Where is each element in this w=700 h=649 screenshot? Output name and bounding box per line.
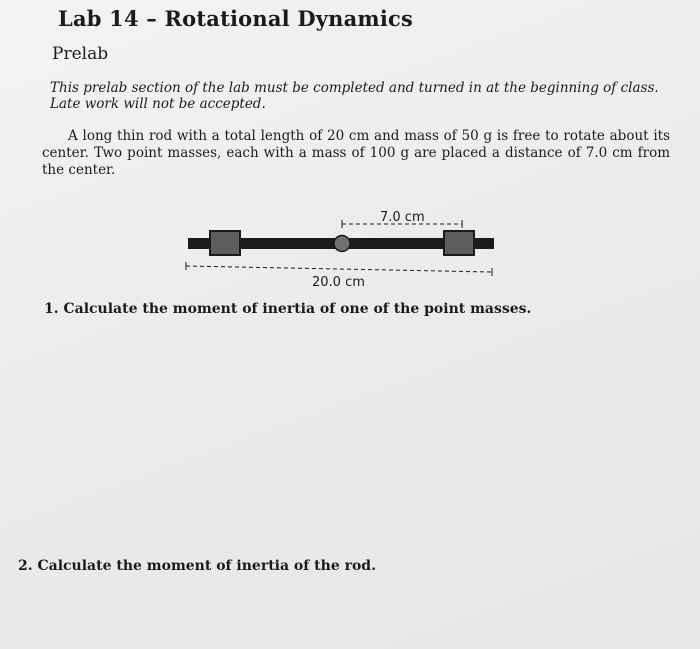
question-1-text: Calculate the moment of inertia of one of the point masses. [63, 301, 532, 317]
pivot-point [334, 236, 350, 252]
question-2 [18, 558, 376, 574]
question-2-text: Calculate the moment of inertia of the rod. [37, 558, 376, 574]
point-mass-right [444, 231, 474, 255]
rod-diagram-svg [180, 200, 500, 295]
length-label: 20.0 cm [312, 275, 365, 290]
question-2-number: 2. [18, 558, 33, 574]
page-title: Lab 14 – Rotational Dynamics [58, 6, 414, 31]
problem-statement: A long thin rod with a total length of 20 cm and mass of 50 g is free to rotate about its center. Two point masses, each with a mass of 100 g are placed a distance of 7.0 cm from the center. [42, 128, 670, 178]
question-1-number: 1. [44, 301, 59, 317]
question-1 [44, 301, 531, 317]
section-heading: Prelab [52, 44, 109, 64]
point-mass-left [210, 231, 240, 255]
instructions-text: This prelab section of the lab must be completed and turned in at the beginning of class. Late work will not be accepted. [50, 80, 659, 112]
rod-diagram [180, 200, 500, 295]
length-dimension [186, 262, 492, 276]
distance-label: 7.0 cm [380, 210, 425, 225]
